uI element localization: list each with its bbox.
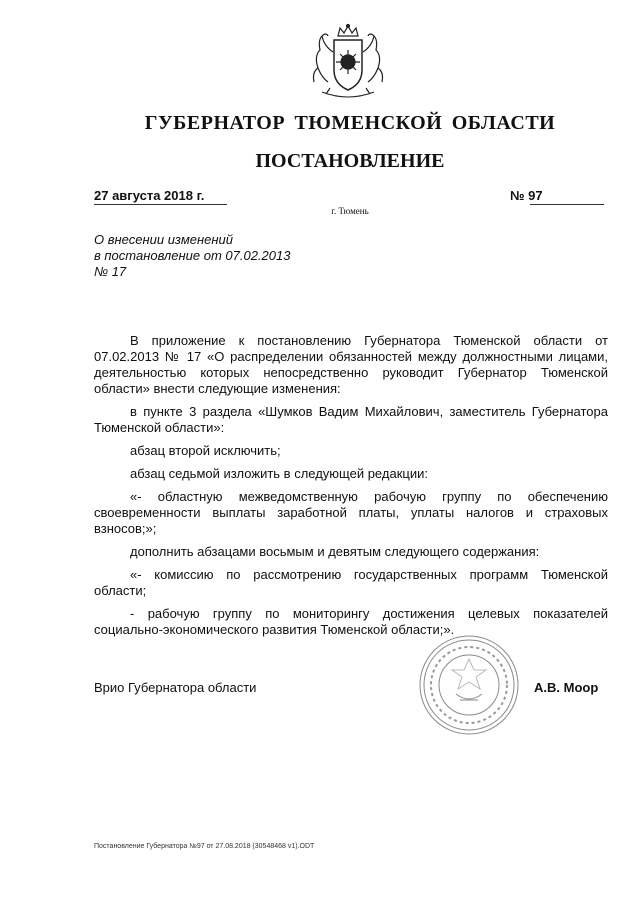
signer-name: А.В. Моор [534,680,599,695]
body-paragraph: В приложение к постановлению Губернатора Тюменской области от 07.02.2013 № 17 «О распределении обязанностей между должностными лицами, деятельностью которых непосредственно руководит Губернатор Тюменской области» внести следующие изменения: [94,333,608,396]
document-footer: Постановление Губернатора №97 от 27.08.2018 (30548468 v1).ODT [94,843,315,850]
document-number-underline [530,204,604,205]
document-body [94,333,608,645]
signer-title: Врио Губернатора области [94,680,257,695]
body-paragraph: - рабочую группу по мониторингу достижения целевых показателей социально-экономического развития Тюменской области;». [94,606,608,637]
body-paragraph: абзац седьмой изложить в следующей редакции: [130,466,428,481]
body-paragraph: абзац второй исключить; [130,443,281,458]
subject-line: № 17 [94,264,127,279]
org-title: ГУБЕРНАТОР ТЮМЕНСКОЙ ОБЛАСТИ [144,112,556,134]
document-type: ПОСТАНОВЛЕНИЕ [255,150,445,172]
document-number: № 97 [510,188,543,203]
body-paragraph: «- областную межведомственную рабочую группу по обеспечению своевременности выплаты заработной платы, уплаты налогов и страховых взносов;»; [94,489,608,536]
document-subject [94,232,324,280]
subject-line: О внесении изменений [94,232,233,247]
official-seal-icon [418,634,520,736]
body-paragraph: дополнить абзацами восьмым и девятым следующего содержания: [130,544,540,559]
document-city: г. Тюмень [331,206,369,216]
body-paragraph: в пункте 3 раздела «Шумков Вадим Михайлович, заместитель Губернатора Тюменской области»: [94,404,608,435]
subject-line: в постановление от 07.02.2013 [94,248,291,263]
body-paragraph: «- комиссию по рассмотрению государственных программ Тюменской области; [94,567,608,598]
document-date: 27 августа 2018 г. [94,188,227,205]
coat-of-arms-icon [300,22,396,104]
